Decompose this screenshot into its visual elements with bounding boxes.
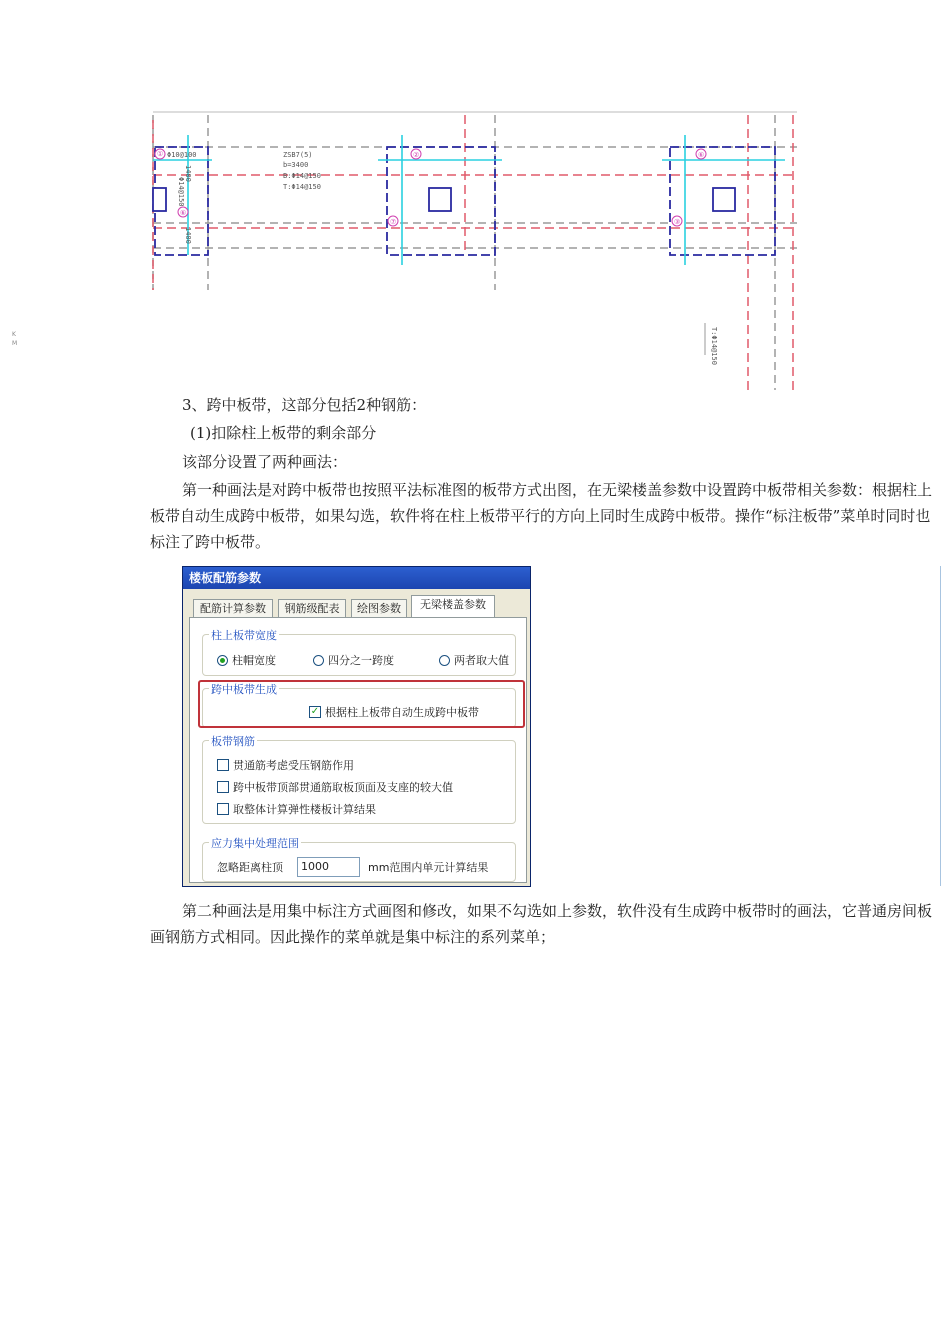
label-top: T:Φ14@150 [283, 183, 321, 191]
checkbox-icon [217, 759, 229, 771]
checkbox-icon [217, 803, 229, 815]
checkbox-elastic-slab-result[interactable]: 取整体计算弹性楼板计算结果 [217, 801, 376, 817]
label-circle-1: ① [157, 150, 164, 158]
label-zsb: ZSB7(5) [283, 151, 313, 159]
label-width: b=3400 [283, 161, 309, 169]
label-rebar-1: Φ10@100 [167, 151, 197, 159]
checkbox-compression-rebar[interactable]: 贯通筋考虑受压钢筋作用 [217, 757, 354, 773]
rebar-drawing [150, 105, 800, 395]
group-label-middle-strip: 跨中板带生成 [211, 683, 277, 696]
radio-icon [313, 655, 324, 666]
group-label-strip-rebar: 板带钢筋 [211, 735, 255, 748]
paragraph-2: (1)扣除柱上板带的剩余部分 [190, 424, 377, 442]
tab-drawing-params[interactable]: 绘图参数 [351, 599, 407, 617]
label-vertical-right: T:Φ14@150 [710, 327, 718, 365]
label-circle-6: ③ [674, 218, 681, 226]
tab-panel [189, 617, 527, 883]
columns [153, 188, 735, 211]
check-icon: ✓ [310, 706, 320, 717]
checkbox-auto-middle-strip[interactable]: ✓ 根据柱上板带自动生成跨中板带 [310, 706, 479, 719]
paragraph-4: 第一种画法是对跨中板带也按照平法标准图的板带方式出图，在无梁楼盖参数中设置跨中板带相关参数：根据柱上板带自动生成跨中板带，如果勾选，软件将在柱上板带平行的方向上同时生成跨中板带。操作“标注板带”菜单时同时也标注了跨中板带。 [150, 481, 933, 551]
label-vertical-3: 1400 [184, 227, 192, 244]
cyan-rebar-lines [153, 135, 785, 265]
right-edge-line [940, 566, 941, 886]
label-vertical-1: 1400 [184, 165, 192, 182]
radio-column-cap[interactable]: 柱帽宽度 [217, 652, 276, 668]
label-circle-2: ⑥ [180, 209, 187, 217]
group-strip-rebar [202, 735, 516, 824]
margin-mark: KM [12, 331, 18, 347]
tab-flat-slab-params[interactable]: 无梁楼盖参数 [411, 595, 495, 618]
ignore-distance-label: 忽略距离柱顶 [217, 861, 283, 874]
tab-rebar-grade[interactable]: 钢筋级配表 [278, 599, 346, 617]
label-circle-5: ⑥ [698, 151, 705, 159]
paragraph-5: 第二种画法是用集中标注方式画图和修改，如果不勾选如上参数，软件没有生成跨中板带时的画法，它普通房间板画钢筋方式相同。因此操作的菜单就是集中标注的系列菜单； [150, 902, 933, 946]
tab-calc-params[interactable]: 配筋计算参数 [193, 599, 273, 617]
stress-range-row [217, 857, 488, 877]
ignore-distance-input[interactable]: 1000 [297, 857, 360, 877]
radio-quarter-span[interactable]: 四分之一跨度 [313, 652, 394, 668]
group-stress-concentration [202, 837, 516, 882]
group-label-stress: 应力集中处理范围 [211, 837, 299, 850]
label-circle-3: ② [413, 151, 420, 159]
label-circle-4: ⑦ [390, 218, 397, 226]
ignore-distance-unit: mm范围内单元计算结果 [368, 861, 489, 874]
radio-icon [439, 655, 450, 666]
checkbox-top-through-rebar[interactable]: 跨中板带顶部贯通筋取板顶面及支座的较大值 [217, 779, 453, 795]
group-column-strip-width [202, 629, 516, 676]
label-vertical-2: Φ14@150 [177, 177, 185, 207]
radio-max-of-both[interactable]: 两者取大值 [439, 652, 509, 668]
label-bottom: B:Φ14@150 [283, 172, 321, 180]
paragraph-3: 该部分设置了两种画法： [182, 453, 348, 471]
highlight-box [198, 680, 525, 728]
group-label-column-strip: 柱上板带宽度 [211, 629, 277, 642]
radio-icon [217, 655, 228, 666]
paragraph-1: 3、跨中板带，这部分包括2种钢筋： [182, 396, 427, 414]
checkbox-icon [217, 781, 229, 793]
dialog-title: 楼板配筋参数 [183, 567, 530, 589]
